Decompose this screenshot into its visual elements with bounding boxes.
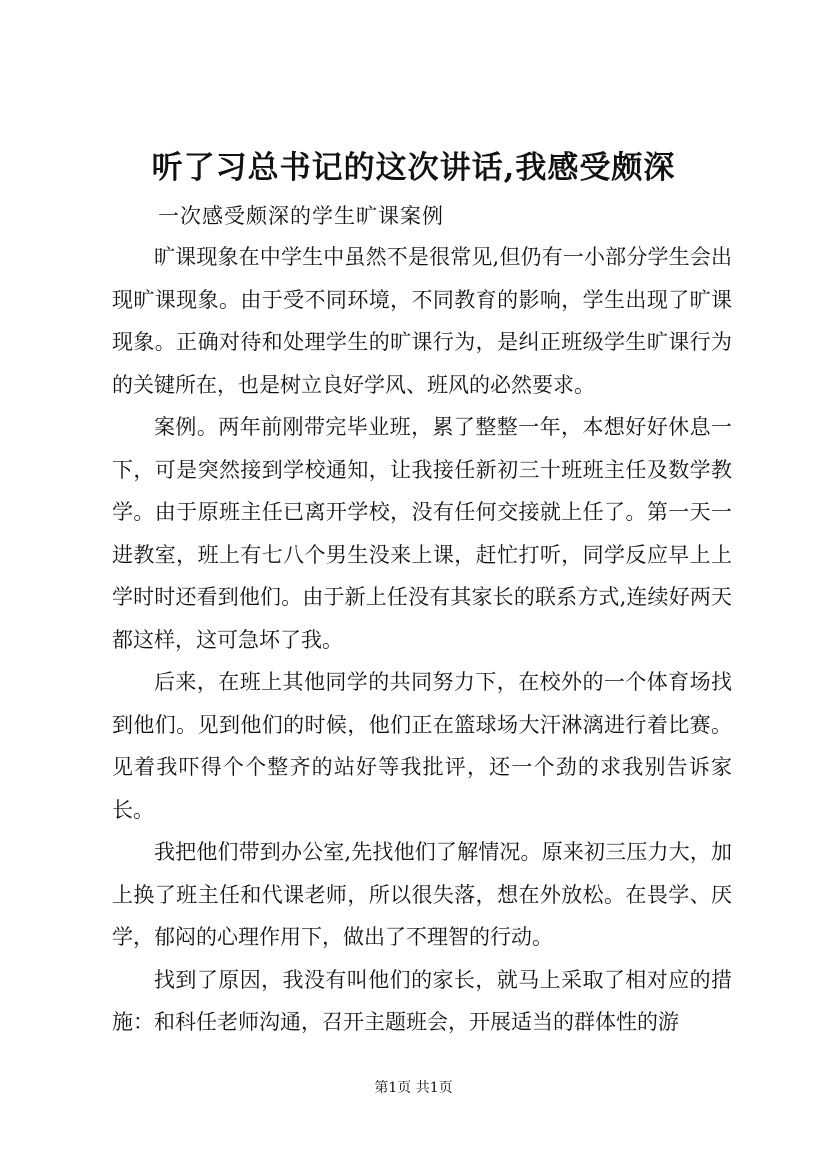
page-footer: 第1页 共1页 <box>374 1080 453 1096</box>
document-subtitle: 一次感受颇深的学生旷课案例 <box>158 204 444 228</box>
paragraph: 我把他们带到办公室,先找他们了解情况。原来初三压力大，加上换了班主任和代课老师，所以很失落，想在外放松。在畏学、厌学，郁闷的心理作用下，做出了不理智的行动。 <box>112 840 732 949</box>
paragraph: 案例。两年前刚带完毕业班，累了整整一年，本想好好休息一下，可是突然接到学校通知，让我接任新初三十班班主任及数学教学。由于原班主任已离开学校，没有任何交接就上任了。第一天一进教室，班上有七八个男生没来上课，赶忙打听，同学反应早上上学时时还看到他们。由于新上任没有其家长的联系方式,连续好两天都这样，这可急坏了我。 <box>112 415 732 652</box>
paragraph: 找到了原因，我没有叫他们的家长，就马上采取了相对应的措施：和科任老师沟通，召开主题班会，开展适当的群体性的游 <box>112 967 732 1034</box>
document-title: 听了习总书记的这次讲话,我感受颇深 <box>151 150 676 186</box>
document-body <box>112 236 732 1044</box>
paragraph: 后来，在班上其他同学的共同努力下，在校外的一个体育场找到他们。见到他们的时候，他们正在篮球场大汗淋漓进行着比赛。见着我吓得个个整齐的站好等我批评，还一个劲的求我别告诉家长。 <box>112 670 732 822</box>
paragraph: 旷课现象在中学生中虽然不是很常见,但仍有一小部分学生会出现旷课现象。由于受不同环境，不同教育的影响，学生出现了旷课现象。正确对待和处理学生的旷课行为，是纠正班级学生旷课行为的关键所在，也是树立良好学风、班风的必然要求。 <box>112 245 732 397</box>
